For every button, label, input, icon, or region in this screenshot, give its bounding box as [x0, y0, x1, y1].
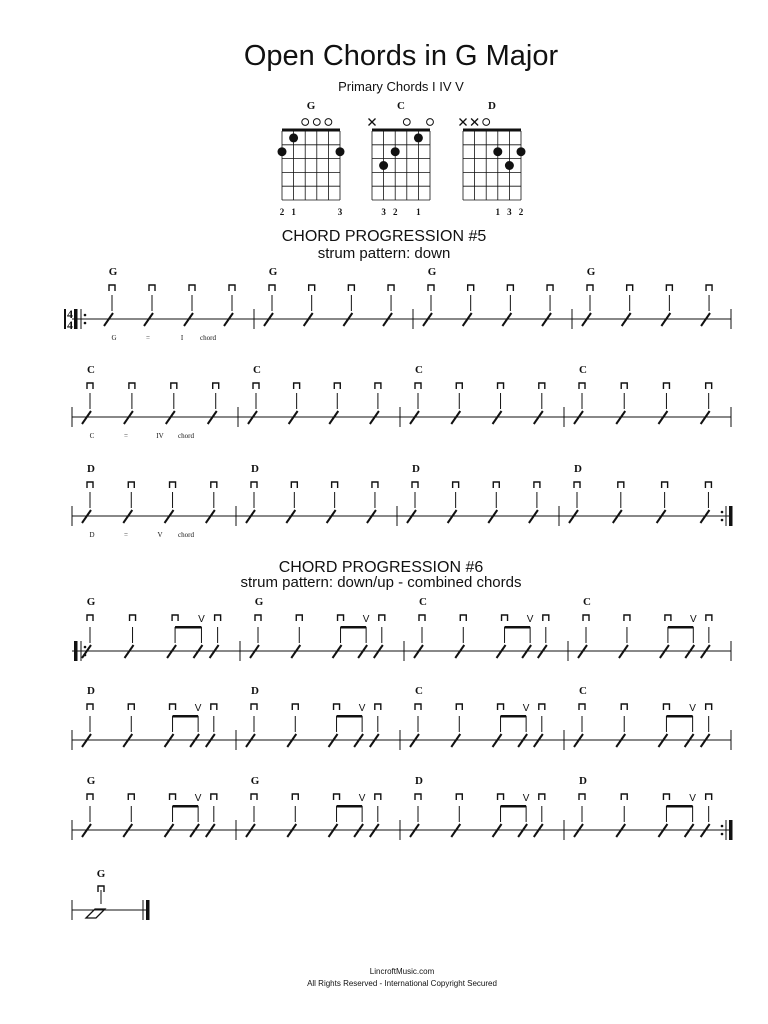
chord-diagram-name: C — [397, 100, 405, 112]
chord-name: G — [250, 775, 260, 787]
chord-name: C — [415, 364, 423, 376]
lyric-text: IV — [156, 432, 164, 440]
chord-name: G — [268, 266, 278, 278]
repeat-end-thick-bar — [729, 506, 733, 526]
downstroke-symbol — [294, 383, 300, 389]
downstroke-symbol — [128, 704, 134, 710]
downstroke-symbol — [211, 704, 217, 710]
repeat-start-thick-bar — [74, 641, 78, 661]
page-subtitle: Primary Chords I IV V — [338, 79, 464, 94]
downstroke-symbol — [706, 794, 712, 800]
strum-system — [64, 266, 731, 342]
downstroke-symbol — [129, 383, 135, 389]
chord-name: G — [108, 266, 118, 278]
downstroke-symbol — [507, 285, 513, 291]
page-title: Open Chords in G Major — [243, 40, 559, 72]
downstroke-symbol — [543, 615, 549, 621]
open-string-mark — [313, 119, 320, 126]
finger-dot — [278, 147, 287, 156]
downstroke-symbol — [372, 482, 378, 488]
downstroke-symbol — [388, 285, 394, 291]
chord-nut — [282, 129, 340, 132]
chord-name: G — [586, 266, 596, 278]
repeat-dot — [721, 833, 724, 836]
fingering-number: 2 — [392, 207, 398, 217]
downstroke-symbol — [375, 794, 381, 800]
footer-site: LincroftMusic.com — [369, 967, 435, 976]
downstroke-symbol — [428, 285, 434, 291]
eighth-beam — [175, 626, 201, 629]
chord-name: G — [86, 596, 96, 608]
finger-dot — [493, 147, 502, 156]
finger-dot — [505, 161, 514, 170]
downstroke-symbol — [172, 615, 178, 621]
repeat-dot — [721, 519, 724, 522]
time-signature-top: 4 — [67, 307, 73, 321]
chord-name: G — [86, 775, 96, 787]
downstroke-symbol — [296, 615, 302, 621]
downstroke-symbol — [624, 615, 630, 621]
downstroke-symbol — [291, 482, 297, 488]
fingering-number: 3 — [381, 207, 386, 217]
eighth-beam — [341, 626, 367, 629]
downstroke-symbol — [215, 615, 221, 621]
final-thick-bar — [146, 900, 150, 920]
section-1-subheading: strum pattern: down — [317, 245, 451, 262]
fingering-number: 1 — [416, 207, 421, 217]
fingering-number: 1 — [291, 207, 296, 217]
chord-diagram-g — [278, 100, 345, 217]
lyric-text: chord — [178, 531, 194, 539]
open-string-mark — [325, 119, 332, 126]
time-signature-bar — [64, 309, 66, 329]
upstroke-symbol: V — [689, 703, 696, 714]
finger-dot — [289, 133, 298, 142]
downstroke-symbol — [415, 704, 421, 710]
downstroke-symbol — [453, 482, 459, 488]
downstroke-symbol — [128, 794, 134, 800]
finger-dot — [379, 161, 388, 170]
upstroke-symbol: V — [522, 703, 530, 714]
fingering-number: 1 — [495, 207, 501, 217]
downstroke-symbol — [229, 285, 235, 291]
downstroke-symbol — [334, 383, 340, 389]
downstroke-symbol — [706, 285, 712, 291]
downstroke-symbol — [539, 383, 545, 389]
repeat-dot — [721, 511, 724, 514]
lyric-text: I — [180, 334, 184, 342]
strum-system — [72, 685, 731, 750]
eighth-beam — [666, 715, 692, 718]
repeat-dot — [84, 322, 87, 325]
fingering-number: 3 — [337, 207, 343, 217]
footer-rights: All Rights Reserved - International Copyright Secured — [307, 979, 497, 988]
downstroke-symbol — [574, 482, 580, 488]
chord-name: G — [254, 596, 264, 608]
downstroke-symbol — [379, 615, 385, 621]
upstroke-symbol: V — [198, 614, 205, 625]
downstroke-symbol — [348, 285, 354, 291]
finger-dot — [336, 147, 345, 156]
final-measure — [72, 868, 150, 920]
open-string-mark — [403, 119, 410, 126]
downstroke-symbol — [706, 383, 712, 389]
chord-name: C — [87, 364, 95, 376]
chord-diagram-c — [369, 100, 434, 217]
downstroke-symbol — [87, 383, 93, 389]
downstroke-symbol — [502, 615, 508, 621]
downstroke-symbol — [663, 704, 669, 710]
downstroke-symbol — [498, 704, 504, 710]
downstroke-symbol — [332, 482, 338, 488]
lyric-text: D — [89, 531, 95, 539]
strum-notation — [64, 266, 733, 840]
chord-diagram-d — [460, 100, 526, 217]
downstroke-symbol — [456, 704, 462, 710]
downstroke-symbol — [666, 285, 672, 291]
chord-name: D — [579, 775, 587, 787]
eighth-beam — [337, 715, 363, 718]
eighth-beam — [666, 805, 692, 808]
downstroke-symbol — [663, 794, 669, 800]
downstroke-symbol — [539, 794, 545, 800]
lyric-text: = — [146, 334, 150, 342]
strum-system — [72, 463, 733, 539]
downstroke-symbol — [587, 285, 593, 291]
upstroke-symbol: V — [526, 614, 534, 625]
chord-name: D — [412, 463, 420, 475]
chord-name: C — [253, 364, 261, 376]
lyric-text: chord — [178, 432, 194, 440]
downstroke-symbol — [334, 794, 340, 800]
upstroke-symbol: V — [358, 793, 366, 804]
chord-diagram-name: G — [306, 100, 316, 112]
strum-system — [72, 364, 731, 440]
lyric-text: = — [124, 432, 128, 440]
chord-name: D — [251, 463, 259, 475]
downstroke-symbol — [706, 704, 712, 710]
downstroke-symbol — [130, 615, 136, 621]
downstroke-symbol — [705, 482, 711, 488]
downstroke-symbol — [251, 704, 257, 710]
repeat-dot — [84, 646, 87, 649]
lyric-text: = — [124, 531, 128, 539]
downstroke-symbol — [211, 794, 217, 800]
downstroke-symbol — [498, 383, 504, 389]
downstroke-symbol — [579, 794, 585, 800]
lyric-text: chord — [200, 334, 216, 342]
finger-dot — [517, 147, 526, 156]
time-signature-bottom: 4 — [67, 318, 73, 332]
downstroke-symbol — [255, 615, 261, 621]
downstroke-symbol — [334, 704, 340, 710]
chord-name: C — [419, 596, 427, 608]
chord-name: D — [415, 775, 423, 787]
downstroke-symbol — [170, 794, 176, 800]
downstroke-symbol — [87, 704, 93, 710]
upstroke-symbol: V — [689, 793, 696, 804]
downstroke-symbol — [547, 285, 553, 291]
fingering-number: 2 — [518, 207, 524, 217]
downstroke-symbol — [663, 383, 669, 389]
upstroke-symbol: V — [689, 614, 697, 625]
eighth-beam — [668, 626, 693, 629]
downstroke-symbol — [375, 704, 381, 710]
section-2-heading: CHORD PROGRESSION #6 — [278, 559, 484, 576]
final-chord-name: G — [96, 868, 106, 880]
downstroke-symbol — [253, 383, 259, 389]
strum-system — [72, 775, 733, 840]
downstroke-symbol — [621, 794, 627, 800]
fingering-number: 3 — [507, 207, 512, 217]
downstroke-symbol — [419, 615, 425, 621]
downstroke-symbol — [539, 704, 545, 710]
repeat-dot — [84, 314, 87, 317]
chord-name: D — [251, 685, 259, 697]
eighth-beam — [501, 805, 527, 808]
downstroke-symbol — [128, 482, 134, 488]
downstroke-symbol — [583, 615, 589, 621]
downstroke-symbol — [251, 794, 257, 800]
downstroke-symbol — [579, 383, 585, 389]
downstroke-symbol — [579, 704, 585, 710]
downstroke-symbol — [211, 482, 217, 488]
downstroke-symbol — [171, 383, 177, 389]
downstroke-symbol — [251, 482, 257, 488]
lyric-text: V — [157, 531, 163, 539]
finger-dot — [414, 133, 423, 142]
strum-system — [72, 596, 731, 661]
downstroke-symbol — [87, 615, 93, 621]
chord-nut — [372, 129, 430, 132]
section-1-heading: CHORD PROGRESSION #5 — [281, 228, 487, 245]
chord-name: C — [579, 364, 587, 376]
chord-name: C — [579, 685, 587, 697]
downstroke-symbol — [498, 794, 504, 800]
downstroke-symbol — [269, 285, 275, 291]
upstroke-symbol: V — [522, 793, 530, 804]
chord-name: D — [87, 463, 95, 475]
chord-name: C — [415, 685, 423, 697]
lyric-text: G — [111, 334, 117, 342]
open-string-mark — [483, 119, 490, 126]
open-string-mark — [302, 119, 309, 126]
eighth-beam — [173, 805, 199, 808]
downstroke-symbol — [456, 794, 462, 800]
downstroke-symbol — [292, 704, 298, 710]
eighth-beam — [501, 715, 527, 718]
downstroke-symbol — [468, 285, 474, 291]
downstroke-symbol — [415, 794, 421, 800]
downstroke-symbol — [621, 383, 627, 389]
upstroke-symbol: V — [194, 703, 202, 714]
downstroke-symbol — [149, 285, 155, 291]
downstroke-symbol — [665, 615, 671, 621]
downstroke-symbol — [627, 285, 633, 291]
downstroke-symbol — [189, 285, 195, 291]
downstroke-symbol — [375, 383, 381, 389]
downstroke-symbol — [662, 482, 668, 488]
downstroke-symbol — [618, 482, 624, 488]
repeat-start-thick-bar — [74, 309, 78, 329]
downstroke-symbol — [621, 704, 627, 710]
upstroke-symbol: V — [362, 614, 370, 625]
chord-name: C — [583, 596, 591, 608]
downstroke-symbol — [292, 794, 298, 800]
downstroke-symbol — [170, 704, 176, 710]
upstroke-symbol: V — [358, 703, 366, 714]
downstroke-symbol — [706, 615, 712, 621]
downstroke-symbol — [109, 285, 115, 291]
chord-name: D — [574, 463, 582, 475]
downstroke-symbol — [456, 383, 462, 389]
downstroke-symbol — [213, 383, 219, 389]
chord-diagrams — [278, 100, 526, 217]
section-2-subheading: strum pattern: down/up - combined chords — [240, 574, 522, 591]
fingering-number: 2 — [279, 207, 285, 217]
chord-name: D — [87, 685, 95, 697]
downstroke-symbol — [534, 482, 540, 488]
downstroke-symbol — [460, 615, 466, 621]
chord-diagram-name: D — [488, 100, 496, 112]
downstroke-symbol — [412, 482, 418, 488]
eighth-beam — [337, 805, 363, 808]
eighth-beam — [173, 715, 199, 718]
finger-dot — [391, 147, 400, 156]
repeat-end-thick-bar — [729, 820, 733, 840]
chord-nut — [463, 129, 521, 132]
downstroke-symbol — [309, 285, 315, 291]
downstroke-symbol — [87, 794, 93, 800]
downstroke-symbol — [493, 482, 499, 488]
downstroke-symbol — [170, 482, 176, 488]
downstroke-symbol — [87, 482, 93, 488]
lyric-text: C — [89, 432, 95, 440]
repeat-dot — [721, 825, 724, 828]
chord-name: G — [427, 266, 437, 278]
downstroke-symbol — [415, 383, 421, 389]
eighth-beam — [505, 626, 531, 629]
open-string-mark — [427, 119, 434, 126]
downstroke-symbol — [338, 615, 344, 621]
upstroke-symbol: V — [194, 793, 202, 804]
